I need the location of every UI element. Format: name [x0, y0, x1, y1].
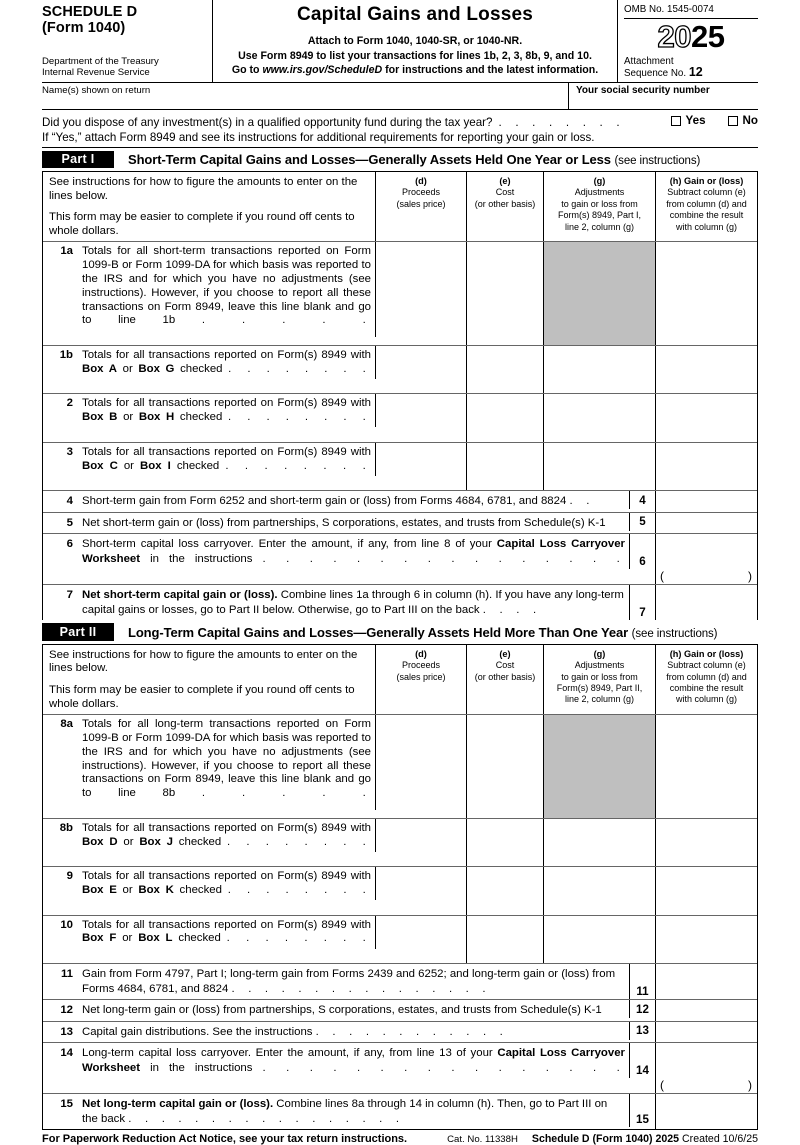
col-g-line-1: Adjustments [574, 660, 625, 671]
paperwork-notice: For Paperwork Reduction Act Notice, see your tax return instructions. [42, 1133, 408, 1145]
line-6-amount-input[interactable] [655, 534, 757, 584]
line-2-text-cell [43, 394, 375, 441]
line-7-description [82, 588, 625, 617]
no-checkbox[interactable] [728, 116, 738, 126]
part-1-col-h-header [655, 172, 757, 241]
part-1-col-g-header [543, 172, 655, 241]
attachment-sequence [624, 56, 758, 80]
line-12-description: Net long-term gain or (loss) from partnerships, S corporations, estates, and trusts from Schedule(s) K-1 [82, 1004, 602, 1017]
col-h-line-1: Subtract column (e) [667, 660, 746, 671]
line-1a-number: 1a [60, 245, 73, 258]
line-9-col-e-input[interactable] [466, 867, 543, 914]
line-1b-col-h-input[interactable] [655, 346, 757, 393]
col-h-line-2: from column (d) and [666, 198, 747, 209]
line-2-dots: . . . . . . . . [228, 411, 371, 424]
name-field-label: Name(s) shown on return [42, 85, 151, 96]
schedule-form-number: (Form 1040) [42, 19, 126, 36]
line-6-description [82, 537, 625, 581]
line-7-number: 7 [66, 589, 73, 602]
col-e-line-1: Cost [495, 187, 515, 198]
part-1-instr-line-1: See instructions for how to figure the amounts to enter on the lines below. [49, 176, 358, 202]
table-row [43, 1000, 757, 1022]
part-1-see-instructions: (see instructions) [614, 154, 701, 167]
form-footer [42, 1129, 758, 1145]
line-3-body-a: Totals for all transactions reported on Form(s) 8949 with [82, 445, 371, 458]
line-9-description [82, 870, 371, 911]
col-e-letter: (e) [499, 176, 511, 186]
table-row [43, 491, 757, 513]
tax-year-century: 20 [657, 19, 691, 54]
table-row [43, 394, 757, 442]
line-12-text-cell [43, 1000, 629, 1021]
line-10-col-e-input[interactable] [466, 916, 543, 963]
line-10-box-f: Box F [82, 932, 117, 945]
line-3-number: 3 [66, 445, 73, 458]
line-9-mid: or [116, 883, 139, 896]
table-row [43, 715, 757, 819]
line-10-box-l: Box L [138, 932, 173, 945]
line-9-text-cell [43, 867, 375, 914]
line-3-dots: . . . . . . . . [225, 459, 371, 472]
line-11-description [82, 967, 625, 996]
line-2-col-d-input[interactable] [375, 394, 466, 427]
line-1b-text-cell [43, 346, 375, 393]
col-h-line-3: combine the result [669, 210, 744, 221]
col-e-line-1: Cost [495, 660, 515, 671]
line-11-number: 11 [60, 967, 73, 980]
line-9-dots: . . . . . . . . [227, 883, 371, 896]
part-1-col-d-header [375, 172, 466, 241]
line-4-description [82, 494, 625, 509]
line-15-box-number: 15 [629, 1094, 655, 1127]
line-8a-dots: . . . . . [201, 787, 371, 800]
line-10-col-h-input[interactable] [655, 916, 757, 963]
form-header [42, 0, 758, 83]
part-2-col-e-header [466, 645, 543, 714]
part-1-title-text: Short-Term Capital Gains and Losses—Generally Assets Held One Year or Less [128, 151, 611, 167]
col-h-line-4: with column (g) [675, 694, 738, 705]
line-8b-text-cell [43, 819, 375, 866]
line-3-mid: or [117, 459, 141, 472]
col-e-letter: (e) [499, 648, 511, 659]
line-6-paren-left: ( [660, 569, 664, 584]
yes-checkbox[interactable] [671, 116, 681, 126]
line-9-box-k: Box K [138, 883, 174, 896]
line-11-dots: . . . . . . . . . . . . . . . . [231, 982, 491, 995]
table-row [43, 867, 757, 915]
line-2-mid: or [117, 411, 139, 424]
line-13-amount-input[interactable] [655, 1022, 757, 1043]
col-g-letter: (g) [593, 176, 606, 186]
col-g-line-2: to gain or loss from [561, 671, 638, 682]
line-6-body-a: Short-term capital loss carryover. Enter the amount, if any, from line 8 of your [82, 538, 497, 551]
part-2-col-d-header [375, 645, 466, 714]
line-14-worksheet-ref: Capital Loss Carryover Worksheet [82, 1047, 625, 1074]
line-4-body: Short-term gain from Form 6252 and short-term gain or (loss) from Forms 4684, 6781, and 8824 [82, 495, 567, 508]
line-1a-text-cell [43, 242, 375, 345]
line-3-col-d-input[interactable] [375, 443, 466, 476]
line-1b-box-a: Box A [82, 362, 117, 375]
omb-number: OMB No. 1545-0074 [624, 0, 758, 19]
sequence-label: Sequence No. [624, 68, 687, 80]
tax-year [624, 19, 758, 54]
line-3-box-i: Box I [140, 459, 171, 472]
line-9-body-b: checked [173, 883, 222, 896]
col-d-line-1: Proceeds [401, 187, 441, 198]
header-omb-block [618, 0, 758, 82]
table-row [43, 585, 757, 620]
line-3-box-c: Box C [82, 459, 118, 472]
line-8a-col-d-input[interactable] [375, 715, 466, 810]
footer-schedule-name: Schedule D (Form 1040) 2025 [531, 1133, 680, 1145]
table-row [43, 964, 757, 1000]
line-1b-mid: or [116, 362, 139, 375]
line-2-body-b: checked [174, 411, 223, 424]
line-14-description [82, 1046, 625, 1090]
department-label [42, 56, 159, 78]
line-14-number: 14 [60, 1047, 73, 1060]
line-8b-box-j: Box J [139, 835, 173, 848]
line-3-text-cell [43, 443, 375, 490]
table-row [43, 534, 757, 585]
line-2-number: 2 [66, 397, 73, 410]
line-9-body-a: Totals for all transactions reported on Form(s) 8949 with [82, 870, 371, 883]
line-1a-col-e-input[interactable] [466, 242, 543, 345]
line-8a-number: 8a [60, 718, 73, 731]
line-1a-description [82, 245, 371, 342]
line-6-text-cell [43, 534, 629, 584]
line-6-worksheet-ref: Capital Loss Carryover Worksheet [82, 538, 625, 565]
line-8b-number: 8b [59, 821, 73, 834]
line-6-dots: . . . . . . . . . . . . . . . . [262, 552, 625, 565]
line-14-dots: . . . . . . . . . . . . . . . . [262, 1061, 625, 1074]
line-1b-col-g-input[interactable] [543, 346, 655, 393]
line-1b-body-a: Totals for all transactions reported on Form(s) 8949 with [82, 348, 371, 361]
line-2-description [82, 397, 371, 438]
part-1-badge: Part I [42, 151, 114, 169]
line-14-text-cell [43, 1043, 629, 1093]
line-8a-col-h-input[interactable] [655, 715, 757, 818]
name-field[interactable] [42, 83, 569, 109]
line-1a-body: Totals for all short-term transactions reported on Form 1099-B or Form 1099-DA for which basis was reported to the IRS and for which you have no adjustments (see instructions). However, if you choose to report all these transactions on Form 8949, leave this line blank and go to line 1b [82, 245, 371, 327]
line-13-box-number: 13 [629, 1022, 655, 1040]
line-1b-body-b: checked [174, 362, 223, 375]
line-11-box-number: 11 [629, 964, 655, 999]
col-d-line-2: (sales price) [396, 671, 446, 682]
tax-year-short: 25 [691, 19, 725, 54]
line-4-number: 4 [66, 495, 73, 508]
table-row [43, 916, 757, 964]
catalog-number: Cat. No. 11338H [447, 1134, 518, 1145]
footer-created-date: Created 10/6/25 [679, 1133, 758, 1145]
line-10-number: 10 [60, 918, 73, 931]
line-2-col-h-input[interactable] [655, 394, 757, 441]
line-10-col-g-input[interactable] [543, 916, 655, 963]
form-title: Capital Gains and Losses [296, 4, 534, 25]
line-5-text-cell [43, 513, 629, 534]
line-13-description [82, 1025, 625, 1040]
schedule-name: SCHEDULE D [42, 4, 138, 20]
part-1-table [42, 171, 758, 620]
line-10-dots: . . . . . . . . [226, 932, 371, 945]
line-15-amount-input[interactable] [655, 1094, 757, 1129]
col-g-letter: (g) [593, 648, 606, 659]
footer-form-identity [532, 1133, 758, 1145]
line-8a-description [82, 718, 371, 815]
line-9-col-g-input[interactable] [543, 867, 655, 914]
part-2-column-headers [43, 645, 757, 715]
col-h-line-3: combine the result [669, 683, 744, 693]
table-row [43, 819, 757, 867]
line-10-col-d-input[interactable] [375, 916, 466, 949]
line-8b-col-d-input[interactable] [375, 819, 466, 852]
part-1-column-headers [43, 172, 757, 242]
table-row [43, 1094, 757, 1129]
line-10-body-a: Totals for all transactions reported on Form(s) 8949 with [82, 918, 371, 931]
taxpayer-identity-row [42, 83, 758, 110]
line-8b-mid: or [117, 835, 140, 848]
line-15-description [82, 1097, 625, 1126]
line-8b-col-g-input[interactable] [543, 819, 655, 866]
form-8949-instruction: Use Form 8949 to list your transactions for lines 1b, 2, 3, 8b, 9, and 10. [238, 49, 592, 62]
leader-dots: . . . . . . . . [498, 115, 625, 129]
col-d-line-2: (sales price) [396, 198, 446, 209]
col-g-line-4: line 2, column (g) [564, 694, 635, 705]
opportunity-fund-question: Did you dispose of any investment(s) in a qualified opportunity fund during the tax year? [42, 115, 493, 129]
line-9-col-h-input[interactable] [655, 867, 757, 914]
part-2-col-h-header [655, 645, 757, 714]
line-14-amount-input[interactable] [655, 1043, 757, 1093]
table-row [43, 513, 757, 535]
no-label: No [742, 114, 758, 127]
line-15-lead-bold: Net long-term capital gain or (loss). [82, 1098, 274, 1111]
line-1b-box-g: Box G [138, 362, 175, 375]
line-7-body: Combine lines 1a through 6 in column (h). If you have any long-term capital gains or losses, go to Part II below. Otherwise, go to Part III on the back [82, 589, 624, 616]
table-row [43, 443, 757, 491]
attachment-label: Attachment [624, 56, 674, 67]
line-4-dots: . . [569, 495, 595, 508]
table-row [43, 242, 757, 346]
line-11-amount-input[interactable] [655, 964, 757, 999]
col-g-line-2: to gain or loss from [561, 198, 638, 209]
part-2-title-text: Long-Term Capital Gains and Losses—Generally Assets Held More Than One Year [128, 624, 629, 640]
line-7-lead-bold: Net short-term capital gain or (loss). [82, 589, 278, 602]
line-15-body: Combine lines 8a through 14 in column (h). Then, go to Part III on the back [82, 1098, 608, 1125]
line-8a-col-e-input[interactable] [466, 715, 543, 818]
part-1-instructions [43, 172, 375, 241]
line-2-col-g-input[interactable] [543, 394, 655, 441]
line-12-amount-input[interactable] [655, 1000, 757, 1021]
line-13-text-cell [43, 1022, 629, 1043]
part-1-banner [42, 148, 758, 172]
line-13-body: Capital gain distributions. See the instructions [82, 1025, 313, 1038]
line-2-col-e-input[interactable] [466, 394, 543, 441]
line-1b-description [82, 349, 371, 390]
yes-label: Yes [685, 114, 706, 127]
line-15-dots: . . . . . . . . . . . . . . . . . [128, 1112, 405, 1125]
line-8b-box-d: Box D [82, 835, 118, 848]
line-11-body: Gain from Form 4797, Part I; long-term gain from Forms 2439 and 6252; and long-term gain or (loss) from Forms 4684, 6781, and 8824 [82, 967, 616, 995]
line-14-body-a: Long-term capital loss carryover. Enter the amount, if any, from line 13 of your [82, 1047, 498, 1060]
line-1a-col-g-shaded [543, 242, 655, 345]
line-14-paren-left: ( [660, 1078, 664, 1093]
line-1a-col-h-input[interactable] [655, 242, 757, 345]
col-e-line-2: (or other basis) [474, 671, 536, 682]
part-2-banner [42, 620, 758, 644]
table-row [43, 1043, 757, 1094]
col-d-letter: (d) [415, 648, 427, 659]
part-1-title [128, 152, 700, 167]
line-8b-body-b: checked [172, 835, 222, 848]
line-1b-number: 1b [59, 348, 73, 361]
goto-suffix: for instructions and the latest information. [382, 64, 599, 76]
line-8b-col-e-input[interactable] [466, 819, 543, 866]
opportunity-fund-note: If “Yes,” attach Form 8949 and see its instructions for additional requirements for reporting your gain or loss. [42, 130, 595, 144]
col-h-line-1: Subtract column (e) [667, 187, 746, 198]
part-1-instr-line-2: This form may be easier to complete if you round off cents to whole dollars. [49, 211, 355, 237]
part-2-instr-line-2: This form may be easier to complete if you round off cents to whole dollars. [49, 683, 355, 710]
line-9-col-d-input[interactable] [375, 867, 466, 900]
line-3-body-b: checked [170, 459, 220, 472]
table-row [43, 346, 757, 394]
line-15-text-cell [43, 1094, 629, 1129]
line-6-number: 6 [66, 538, 73, 551]
line-5-description: Net short-term gain or (loss) from partnerships, S corporations, estates, and trusts from Schedule(s) K-1 [82, 516, 606, 529]
line-8b-description [82, 822, 371, 863]
line-2-box-h: Box H [138, 411, 175, 424]
line-5-number: 5 [66, 516, 73, 529]
header-schedule-identity [42, 0, 213, 82]
line-5-box-number: 5 [629, 513, 655, 531]
line-7-text-cell [43, 585, 629, 620]
part-2-see-instructions: (see instructions) [631, 627, 718, 640]
line-4-box-number: 4 [629, 491, 655, 509]
line-3-col-h-input[interactable] [655, 443, 757, 490]
line-14-box-number: 14 [629, 1043, 655, 1078]
line-8b-dots: . . . . . . . . [227, 835, 371, 848]
ssn-field[interactable] [569, 83, 758, 109]
line-6-box-number: 6 [629, 534, 655, 569]
opportunity-fund-question-block [42, 110, 758, 148]
col-e-line-2: (or other basis) [474, 198, 536, 209]
line-13-dots: . . . . . . . . . . . . [315, 1025, 509, 1038]
col-g-line-4: line 2, column (g) [564, 221, 635, 232]
line-9-number: 9 [66, 870, 73, 883]
line-7-box-number: 7 [629, 585, 655, 620]
col-d-line-1: Proceeds [401, 660, 441, 671]
col-h-letter: (h) Gain or (loss) [669, 648, 744, 659]
part-2-instr-line-1: See instructions for how to figure the amounts to enter on the lines below. [49, 648, 358, 675]
line-12-number: 12 [60, 1004, 73, 1017]
line-3-description [82, 446, 371, 487]
line-10-text-cell [43, 916, 375, 963]
line-8b-body-a: Totals for all transactions reported on Form(s) 8949 with [82, 821, 371, 834]
part-2-col-g-header [543, 645, 655, 714]
line-10-mid: or [116, 932, 139, 945]
line-7-amount-input[interactable] [655, 585, 757, 620]
opportunity-fund-answers [671, 114, 758, 127]
table-row [43, 1022, 757, 1044]
part-2-badge: Part II [42, 623, 114, 641]
department-line-1: Department of the Treasury [42, 56, 159, 67]
line-8a-col-g-shaded [543, 715, 655, 818]
line-6-body-b: in the instructions [140, 552, 253, 565]
line-4-amount-input[interactable] [655, 491, 757, 512]
line-10-body-b: checked [172, 932, 221, 945]
opportunity-fund-question-row [42, 114, 758, 129]
website-instruction [213, 64, 617, 76]
line-8b-col-h-input[interactable] [655, 819, 757, 866]
line-3-col-g-input[interactable] [543, 443, 655, 490]
line-12-box-number: 12 [629, 1000, 655, 1018]
line-1b-col-e-input[interactable] [466, 346, 543, 393]
col-h-line-2: from column (d) and [666, 671, 747, 682]
line-10-description [82, 919, 371, 960]
line-8a-body: Totals for all long-term transactions reported on Form 1099-B or Form 1099-DA for which basis was reported to the IRS and for which you have no adjustments (see instructions). However, if you choose to report all these transactions on Form 8949, leave this line blank and go to line 8b [82, 718, 371, 800]
col-g-line-3: Form(s) 8949, Part I, [557, 210, 642, 221]
goto-prefix: Go to [231, 64, 263, 76]
col-g-line-3: Form(s) 8949, Part II, [556, 683, 643, 693]
irs-website-url[interactable]: www.irs.gov/ScheduleD [262, 64, 383, 76]
line-3-col-e-input[interactable] [466, 443, 543, 490]
line-6-paren-right: ) [748, 569, 752, 584]
line-2-box-b: Box B [82, 411, 118, 424]
part-2-table [42, 644, 758, 1129]
part-1-col-e-header [466, 172, 543, 241]
part-2-instructions [43, 645, 375, 714]
line-4-text-cell [43, 491, 629, 512]
line-11-text-cell [43, 964, 629, 999]
col-g-line-1: Adjustments [574, 187, 625, 198]
line-1b-col-d-input[interactable] [375, 346, 466, 379]
line-15-number: 15 [60, 1098, 73, 1111]
line-8a-text-cell [43, 715, 375, 818]
line-13-number: 13 [60, 1025, 73, 1038]
line-1a-dots: . . . . . [201, 314, 371, 327]
header-title-block [213, 0, 618, 82]
ssn-field-label: Your social security number [576, 85, 710, 96]
col-h-line-4: with column (g) [675, 221, 738, 232]
col-d-letter: (d) [415, 176, 427, 186]
schedule-title [42, 5, 212, 36]
line-14-body-b: in the instructions [140, 1061, 253, 1074]
line-14-paren-right: ) [748, 1078, 752, 1093]
part-2-title [128, 625, 717, 640]
sequence-number: 12 [688, 65, 703, 80]
line-5-amount-input[interactable] [655, 513, 757, 534]
line-9-box-e: Box E [82, 883, 117, 896]
attach-instruction: Attach to Form 1040, 1040-SR, or 1040-NR. [307, 35, 523, 47]
col-h-letter: (h) Gain or (loss) [669, 176, 744, 186]
department-line-2: Internal Revenue Service [42, 67, 150, 78]
line-2-body-a: Totals for all transactions reported on Form(s) 8949 with [82, 397, 371, 410]
line-1a-col-d-input[interactable] [375, 242, 466, 337]
line-7-dots: . . . . [482, 603, 542, 616]
line-1b-dots: . . . . . . . . [228, 362, 371, 375]
